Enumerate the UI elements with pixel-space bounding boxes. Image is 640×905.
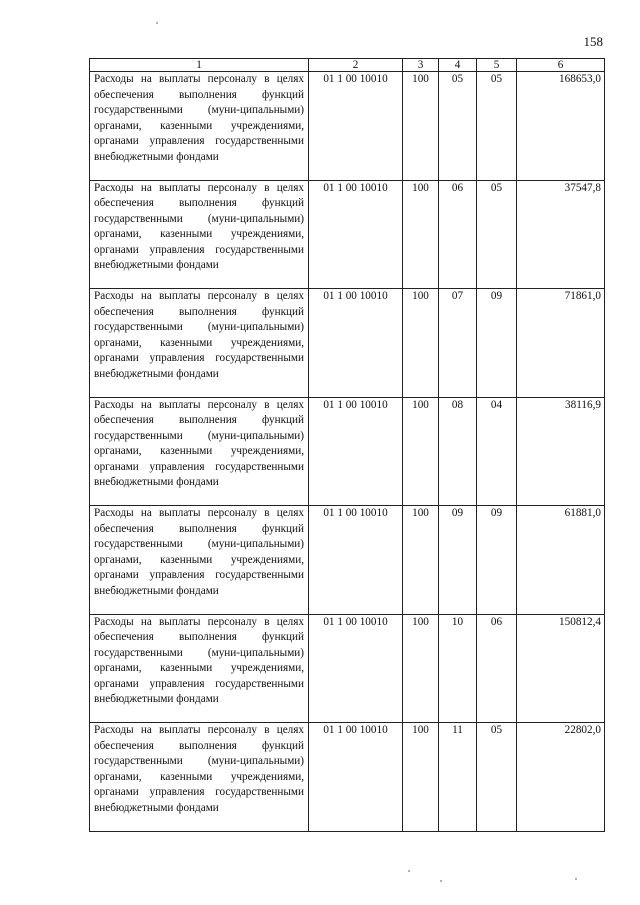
subsection-code: 06 [477,614,517,723]
target-article-code: 01 1 00 10010 [309,506,403,615]
expense-description: Расходы на выплаты персоналу в целях обеспечения выполнения функций государственными (муни-ципальными) органами, казенными учреждениями, органами управления государственными внебюджетными фондами [90,289,309,398]
subsection-code: 05 [477,180,517,289]
expense-description: Расходы на выплаты персоналу в целях обеспечения выполнения функций государственными (муни-ципальными) органами, казенными учреждениями, органами управления государственными внебюджетными фондами [90,723,309,832]
section-code: 07 [439,289,477,398]
expense-description: Расходы на выплаты персоналу в целях обеспечения выполнения функций государственными (муни-ципальными) органами, казенными учреждениями, органами управления государственными внебюджетными фондами [90,180,309,289]
table-body [90,72,605,832]
column-header: 4 [439,59,477,72]
amount: 168653,0 [517,72,605,181]
table-row [90,506,605,615]
table-row [90,614,605,723]
expense-type-code: 100 [403,72,439,181]
section-code: 11 [439,723,477,832]
expense-type-code: 100 [403,397,439,506]
scan-speck [156,22,158,24]
column-header: 5 [477,59,517,72]
target-article-code: 01 1 00 10010 [309,180,403,289]
expense-type-code: 100 [403,723,439,832]
amount: 71861,0 [517,289,605,398]
amount: 37547,8 [517,180,605,289]
scan-speck [440,880,442,882]
target-article-code: 01 1 00 10010 [309,72,403,181]
section-code: 09 [439,506,477,615]
table-row [90,397,605,506]
column-header: 1 [90,59,309,72]
table-row [90,289,605,398]
table-header [90,59,605,72]
table-row [90,180,605,289]
section-code: 06 [439,180,477,289]
amount: 38116,9 [517,397,605,506]
scan-speck [575,878,577,880]
header-row [90,59,605,72]
amount: 61881,0 [517,506,605,615]
expense-type-code: 100 [403,614,439,723]
subsection-code: 09 [477,289,517,398]
column-header: 2 [309,59,403,72]
expense-description: Расходы на выплаты персоналу в целях обеспечения выполнения функций государственными (муни-ципальными) органами, казенными учреждениями, органами управления государственными внебюджетными фондами [90,72,309,181]
budget-table [89,58,605,832]
section-code: 05 [439,72,477,181]
scan-speck [408,870,410,872]
section-code: 10 [439,614,477,723]
subsection-code: 09 [477,506,517,615]
table-row [90,72,605,181]
amount: 150812,4 [517,614,605,723]
expense-description: Расходы на выплаты персоналу в целях обеспечения выполнения функций государственными (муни-ципальными) органами, казенными учреждениями, органами управления государственными внебюджетными фондами [90,506,309,615]
expense-description: Расходы на выплаты персоналу в целях обеспечения выполнения функций государственными (муни-ципальными) органами, казенными учреждениями, органами управления государственными внебюджетными фондами [90,397,309,506]
target-article-code: 01 1 00 10010 [309,614,403,723]
column-header: 3 [403,59,439,72]
table-row [90,723,605,832]
section-code: 08 [439,397,477,506]
expense-type-code: 100 [403,180,439,289]
target-article-code: 01 1 00 10010 [309,397,403,506]
subsection-code: 04 [477,397,517,506]
amount: 22802,0 [517,723,605,832]
target-article-code: 01 1 00 10010 [309,723,403,832]
page-number: 158 [583,34,603,49]
expense-type-code: 100 [403,289,439,398]
expense-description: Расходы на выплаты персоналу в целях обеспечения выполнения функций государственными (муни-ципальными) органами, казенными учреждениями, органами управления государственными внебюджетными фондами [90,614,309,723]
subsection-code: 05 [477,72,517,181]
subsection-code: 05 [477,723,517,832]
column-header: 6 [517,59,605,72]
expense-type-code: 100 [403,506,439,615]
target-article-code: 01 1 00 10010 [309,289,403,398]
